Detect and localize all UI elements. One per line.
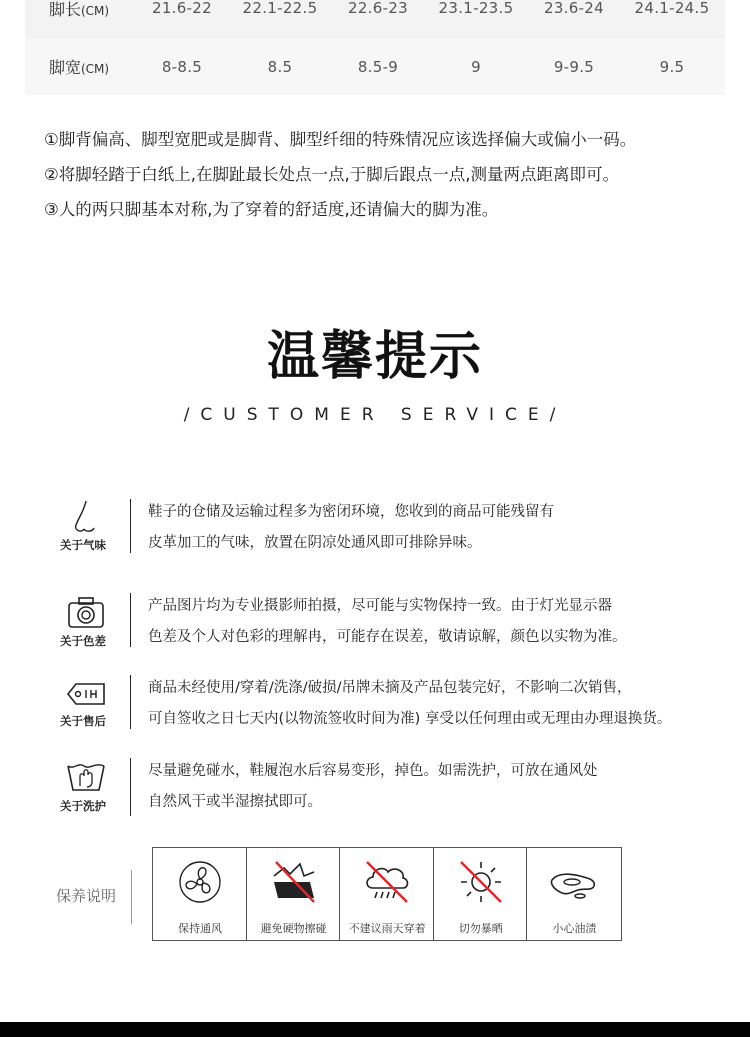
care-item-label: 不建议雨天穿着 — [348, 922, 426, 935]
tip-line: 产品图片均为专业摄影师拍摄，尽可能与实物保持一致。由于灯光显示器 — [148, 598, 612, 614]
divider — [130, 499, 131, 553]
length-cell: 23.1-23.5 — [438, 0, 514, 17]
care-divider — [131, 870, 132, 924]
size-table — [25, 0, 725, 95]
divider — [130, 758, 131, 816]
wash-icon — [64, 758, 108, 794]
bottom-bar — [0, 1022, 750, 1037]
tip-label: 关于色差 — [60, 634, 106, 648]
care-item — [340, 848, 434, 940]
size-notes — [44, 126, 744, 231]
no-sun-icon — [457, 858, 505, 906]
tip-text — [148, 591, 627, 653]
length-cell: 23.6-24 — [544, 0, 604, 17]
foot-length-label: 脚长 — [48, 0, 81, 19]
foot-length-row — [25, 0, 725, 38]
tip-label: 关于洗护 — [60, 799, 106, 813]
tag-icon — [64, 677, 108, 713]
tip-line: 皮革加工的气味，放置在阴凉处通风即可排除异味。 — [148, 535, 482, 551]
oil-stain-icon — [550, 858, 598, 906]
width-cell: 9.5 — [659, 57, 685, 76]
care-item — [247, 848, 341, 940]
foot-width-header — [25, 55, 133, 78]
no-rain-icon — [363, 858, 411, 906]
width-cell: 9 — [471, 57, 481, 76]
care-item — [527, 848, 621, 940]
camera-icon — [64, 595, 108, 631]
note-line: ②将脚轻踏于白纸上,在脚趾最长处点一点,于脚后跟点一点,测量两点距离即可。 — [44, 165, 620, 184]
care-item — [153, 848, 247, 940]
tip-line: 可自签收之日七天内(以物流签收时间为准) 享受以任何理由或无理由办理退换货。 — [148, 711, 672, 727]
foot-width-row — [25, 38, 725, 95]
fan-icon — [176, 858, 224, 906]
width-cell: 9-9.5 — [553, 57, 595, 76]
tip-text — [148, 756, 598, 818]
no-hard-object-icon — [270, 858, 318, 906]
care-icons-box — [152, 847, 622, 941]
tip-line: 色差及个人对色彩的理解冉，可能存在误差，敬请谅解，颜色以实物为准。 — [148, 629, 627, 645]
nose-icon — [64, 499, 108, 535]
care-item-label: 切勿暴晒 — [458, 922, 503, 935]
care-item-label: 保持通风 — [178, 922, 222, 935]
tip-text — [148, 673, 671, 735]
width-cell: 8-8.5 — [161, 57, 203, 76]
tip-text — [148, 497, 554, 559]
foot-length-header — [25, 0, 133, 20]
foot-width-unit: (CM) — [80, 62, 110, 76]
tip-label: 关于售后 — [60, 714, 106, 728]
divider — [130, 593, 131, 647]
width-cell: 8.5-9 — [357, 57, 399, 76]
length-cell: 21.6-22 — [152, 0, 212, 17]
tip-line: 商品未经使用/穿着/洗涤/破损/吊牌未摘及产品包装完好，不影响二次销售， — [148, 680, 632, 696]
foot-width-label: 脚宽 — [48, 58, 81, 77]
tip-line: 尽量避免碰水，鞋履泡水后容易变形，掉色。如需洗护，可放在通风处 — [148, 763, 598, 779]
care-item — [434, 848, 528, 940]
tip-line: 鞋子的仓储及运输过程多为密闭环境，您收到的商品可能残留有 — [148, 504, 554, 520]
care-item-label: 避免硬物擦碰 — [260, 922, 327, 935]
care-label: 保养说明 — [56, 887, 117, 905]
section-subtitle: /CUSTOMER SERVICE/ — [183, 405, 567, 425]
tip-line: 自然风干或半湿擦拭即可。 — [148, 794, 322, 810]
section-title: 温馨提示 — [266, 326, 483, 387]
tip-label: 关于气味 — [60, 538, 106, 552]
foot-length-unit: (CM) — [80, 3, 110, 18]
length-cell: 24.1-24.5 — [634, 0, 710, 17]
note-line: ①脚背偏高、脚型宽肥或是脚背、脚型纤细的特殊情况应该选择偏大或偏小一码。 — [44, 130, 637, 149]
width-cell: 8.5 — [267, 57, 293, 76]
care-item-label: 小心油渍 — [552, 922, 597, 935]
note-line: ③人的两只脚基本对称,为了穿着的舒适度,还请偏大的脚为准。 — [44, 200, 499, 219]
length-cell: 22.6-23 — [348, 0, 408, 17]
length-cell: 22.1-22.5 — [242, 0, 318, 17]
divider — [130, 675, 131, 729]
